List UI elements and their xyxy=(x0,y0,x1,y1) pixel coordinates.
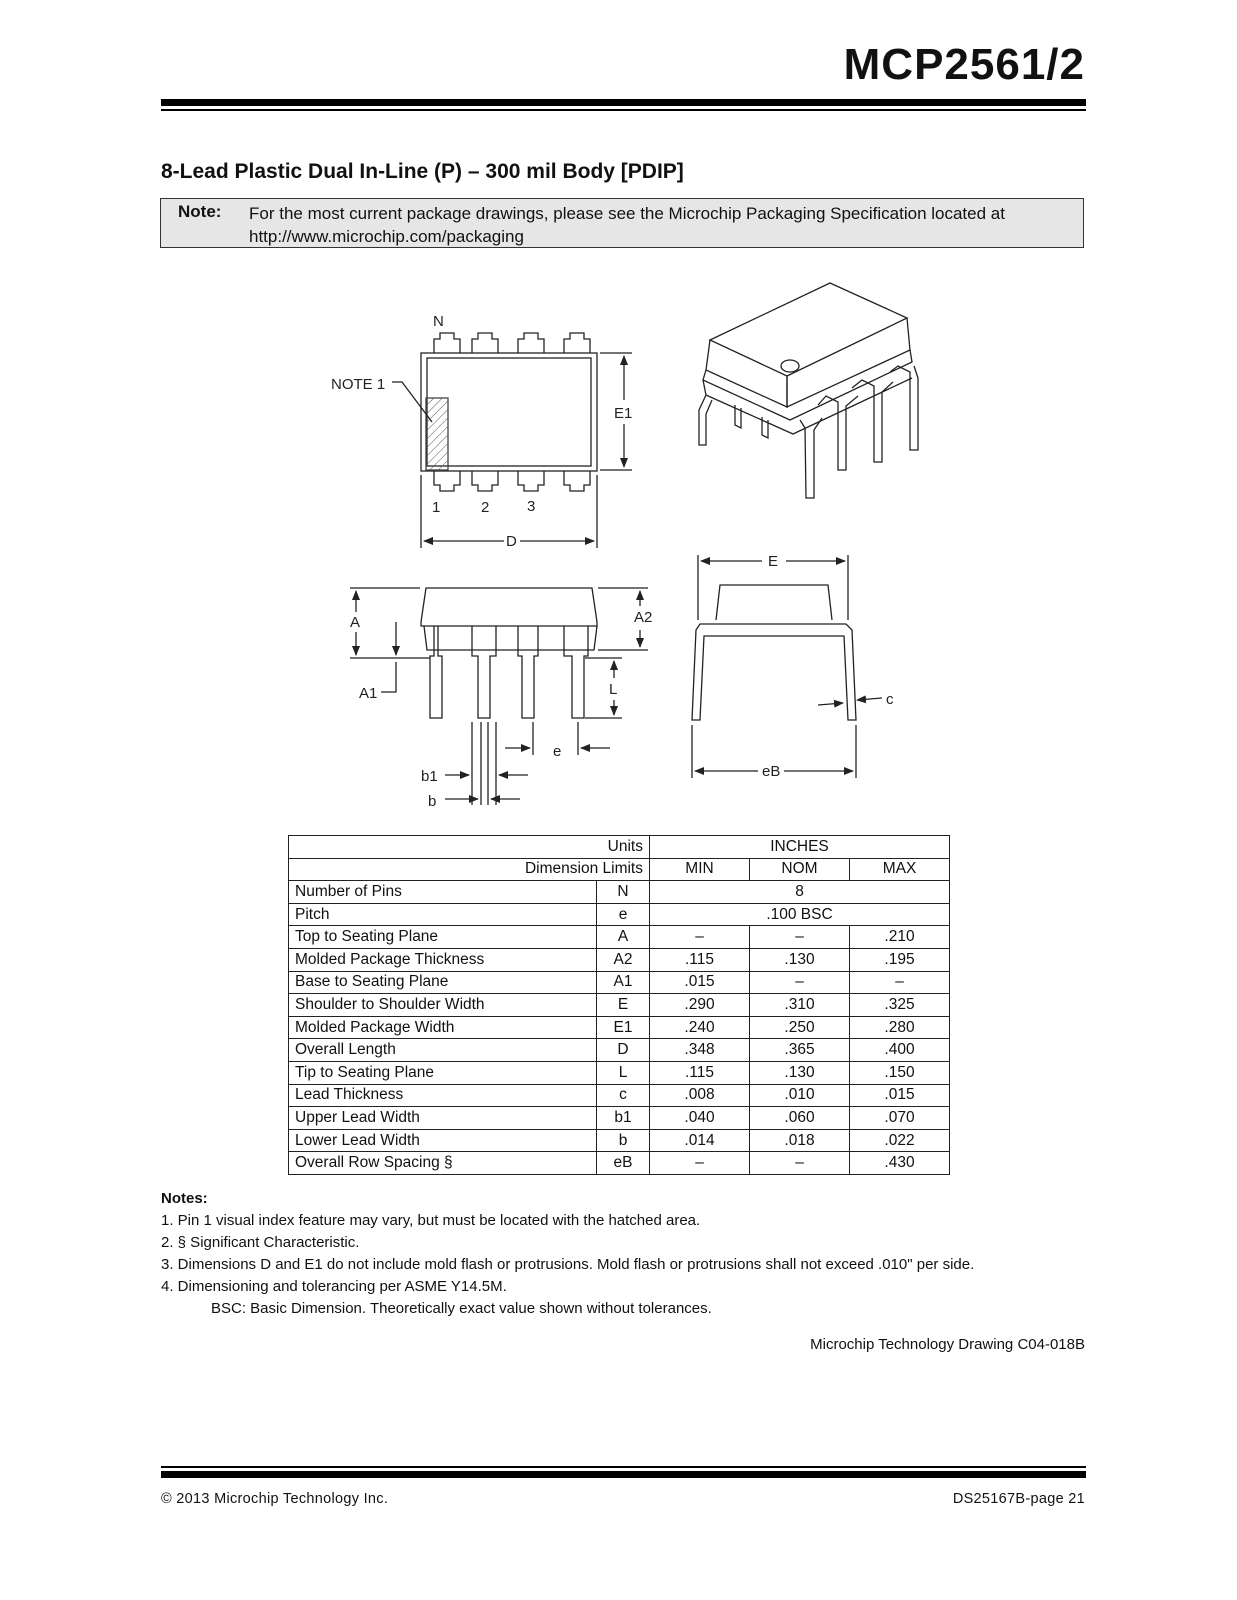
label-e1: E1 xyxy=(614,405,633,422)
note-item: 1. Pin 1 visual index feature may vary, but must be located with the hatched area. xyxy=(161,1212,701,1229)
dimension-min: .015 xyxy=(650,971,750,994)
dimension-name: Top to Seating Plane xyxy=(289,926,597,949)
dimension-max: .015 xyxy=(850,1084,950,1107)
dimension-name: Overall Row Spacing § xyxy=(289,1152,597,1175)
dimension-name: Lower Lead Width xyxy=(289,1129,597,1152)
dimension-name: Base to Seating Plane xyxy=(289,971,597,994)
table-row xyxy=(289,948,950,971)
end-view xyxy=(692,555,882,778)
dimension-name: Molded Package Width xyxy=(289,1016,597,1039)
label-b1: b1 xyxy=(421,768,438,785)
dimension-name: Overall Length xyxy=(289,1039,597,1062)
header-rule-thick xyxy=(161,99,1086,106)
dimension-max: .430 xyxy=(850,1152,950,1175)
label-a: A xyxy=(350,614,361,631)
table-row xyxy=(289,994,950,1017)
footer-copyright: © 2013 Microchip Technology Inc. xyxy=(161,1491,389,1507)
dimension-value: 8 xyxy=(650,881,950,904)
dimension-min: .115 xyxy=(650,948,750,971)
dimension-max: .325 xyxy=(850,994,950,1017)
label-pin3: 3 xyxy=(527,498,536,515)
table-row xyxy=(289,1152,950,1175)
units-value: INCHES xyxy=(650,836,950,859)
dimension-max: .210 xyxy=(850,926,950,949)
label-a1: A1 xyxy=(359,685,378,702)
note-label: Note: xyxy=(178,202,222,221)
label-b: b xyxy=(428,793,437,810)
dimension-symbol: b xyxy=(597,1129,650,1152)
dimension-name: Pitch xyxy=(289,903,597,926)
dimension-symbol: b1 xyxy=(597,1107,650,1130)
dimension-name: Tip to Seating Plane xyxy=(289,1061,597,1084)
note-item: 4. Dimensioning and tolerancing per ASME Y14.5M. xyxy=(161,1278,507,1295)
dimension-nom: .365 xyxy=(750,1039,850,1062)
dimension-symbol: c xyxy=(597,1084,650,1107)
col-nom: NOM xyxy=(750,858,850,881)
dimension-nom: – xyxy=(750,926,850,949)
dimension-symbol: E1 xyxy=(597,1016,650,1039)
note-item: 2. § Significant Characteristic. xyxy=(161,1234,360,1251)
dimension-max: – xyxy=(850,971,950,994)
dimension-symbol: A2 xyxy=(597,948,650,971)
col-min: MIN xyxy=(650,858,750,881)
table-header-row xyxy=(289,858,950,881)
dimension-max: .280 xyxy=(850,1016,950,1039)
dimension-min: .348 xyxy=(650,1039,750,1062)
label-l: L xyxy=(609,681,618,698)
note-bsc: BSC: Basic Dimension. Theoretically exact value shown without tolerances. xyxy=(211,1300,712,1317)
dimension-symbol: N xyxy=(597,881,650,904)
note-text: For the most current package drawings, please see the Microchip Packaging Specification located at http://www.microchip.com/packaging xyxy=(249,204,1005,246)
side-view xyxy=(350,588,648,805)
table-row xyxy=(289,881,950,904)
dimension-max: .195 xyxy=(850,948,950,971)
isometric-view xyxy=(699,283,918,498)
dimension-nom: .130 xyxy=(750,948,850,971)
drawing-reference: Microchip Technology Drawing C04-018B xyxy=(810,1336,1085,1353)
dimension-name: Lead Thickness xyxy=(289,1084,597,1107)
top-view xyxy=(392,333,632,548)
label-eb: eB xyxy=(762,763,781,780)
notes-list xyxy=(161,1210,974,1320)
dimension-max: .150 xyxy=(850,1061,950,1084)
dimension-value: .100 BSC xyxy=(650,903,950,926)
dimension-min: .290 xyxy=(650,994,750,1017)
units-label: Units xyxy=(289,836,650,859)
footer-rule-thin xyxy=(161,1466,1086,1468)
package-drawing xyxy=(0,270,1237,830)
label-a2: A2 xyxy=(634,609,653,626)
dimension-name: Number of Pins xyxy=(289,881,597,904)
dimension-nom: .010 xyxy=(750,1084,850,1107)
note-item: 3. Dimensions D and E1 do not include mold flash or protrusions. Mold flash or protrusions shall not exceed .010" per side. xyxy=(161,1256,975,1273)
dimension-min: .240 xyxy=(650,1016,750,1039)
table-row xyxy=(289,1084,950,1107)
label-e-pitch: e xyxy=(553,743,562,760)
dimension-symbol: A xyxy=(597,926,650,949)
table-header-row xyxy=(289,836,950,859)
label-e-width: E xyxy=(768,553,779,570)
table-row xyxy=(289,1129,950,1152)
dimension-name: Molded Package Thickness xyxy=(289,948,597,971)
dimension-max: .400 xyxy=(850,1039,950,1062)
table-row xyxy=(289,1016,950,1039)
dimension-symbol: eB xyxy=(597,1152,650,1175)
dimension-symbol: D xyxy=(597,1039,650,1062)
section-title: 8-Lead Plastic Dual In-Line (P) – 300 mil Body [PDIP] xyxy=(161,160,684,183)
dimension-nom: .018 xyxy=(750,1129,850,1152)
label-d: D xyxy=(506,533,517,550)
table-row xyxy=(289,1061,950,1084)
dimension-symbol: L xyxy=(597,1061,650,1084)
header-rule-thin xyxy=(161,109,1086,111)
part-number: MCP2561/2 xyxy=(843,40,1085,89)
dimension-min: .115 xyxy=(650,1061,750,1084)
footer-rule-thick xyxy=(161,1471,1086,1478)
table-row xyxy=(289,1107,950,1130)
dimension-max: .070 xyxy=(850,1107,950,1130)
col-max: MAX xyxy=(850,858,950,881)
dimension-symbol: E xyxy=(597,994,650,1017)
dimension-min: – xyxy=(650,926,750,949)
dimension-nom: .250 xyxy=(750,1016,850,1039)
dimension-min: – xyxy=(650,1152,750,1175)
dimension-symbol: A1 xyxy=(597,971,650,994)
label-pin1: 1 xyxy=(432,499,441,516)
dimension-nom: .130 xyxy=(750,1061,850,1084)
dimension-min: .014 xyxy=(650,1129,750,1152)
dimension-table xyxy=(288,835,950,1175)
dimension-nom: .310 xyxy=(750,994,850,1017)
dimension-min: .040 xyxy=(650,1107,750,1130)
table-row xyxy=(289,971,950,994)
dimension-nom: .060 xyxy=(750,1107,850,1130)
dimension-nom: – xyxy=(750,971,850,994)
dimension-name: Shoulder to Shoulder Width xyxy=(289,994,597,1017)
dimension-min: .008 xyxy=(650,1084,750,1107)
table-row xyxy=(289,1039,950,1062)
dimension-symbol: e xyxy=(597,903,650,926)
table-row xyxy=(289,926,950,949)
dimension-name: Upper Lead Width xyxy=(289,1107,597,1130)
dimension-max: .022 xyxy=(850,1129,950,1152)
label-n: N xyxy=(433,313,444,330)
label-pin2: 2 xyxy=(481,499,490,516)
table-row xyxy=(289,903,950,926)
label-c: c xyxy=(886,691,894,708)
footer-page-number: DS25167B-page 21 xyxy=(952,1491,1085,1507)
dim-limits-label: Dimension Limits xyxy=(289,858,650,881)
label-note1: NOTE 1 xyxy=(331,376,386,393)
notes-title: Notes: xyxy=(161,1190,208,1207)
dimension-nom: – xyxy=(750,1152,850,1175)
